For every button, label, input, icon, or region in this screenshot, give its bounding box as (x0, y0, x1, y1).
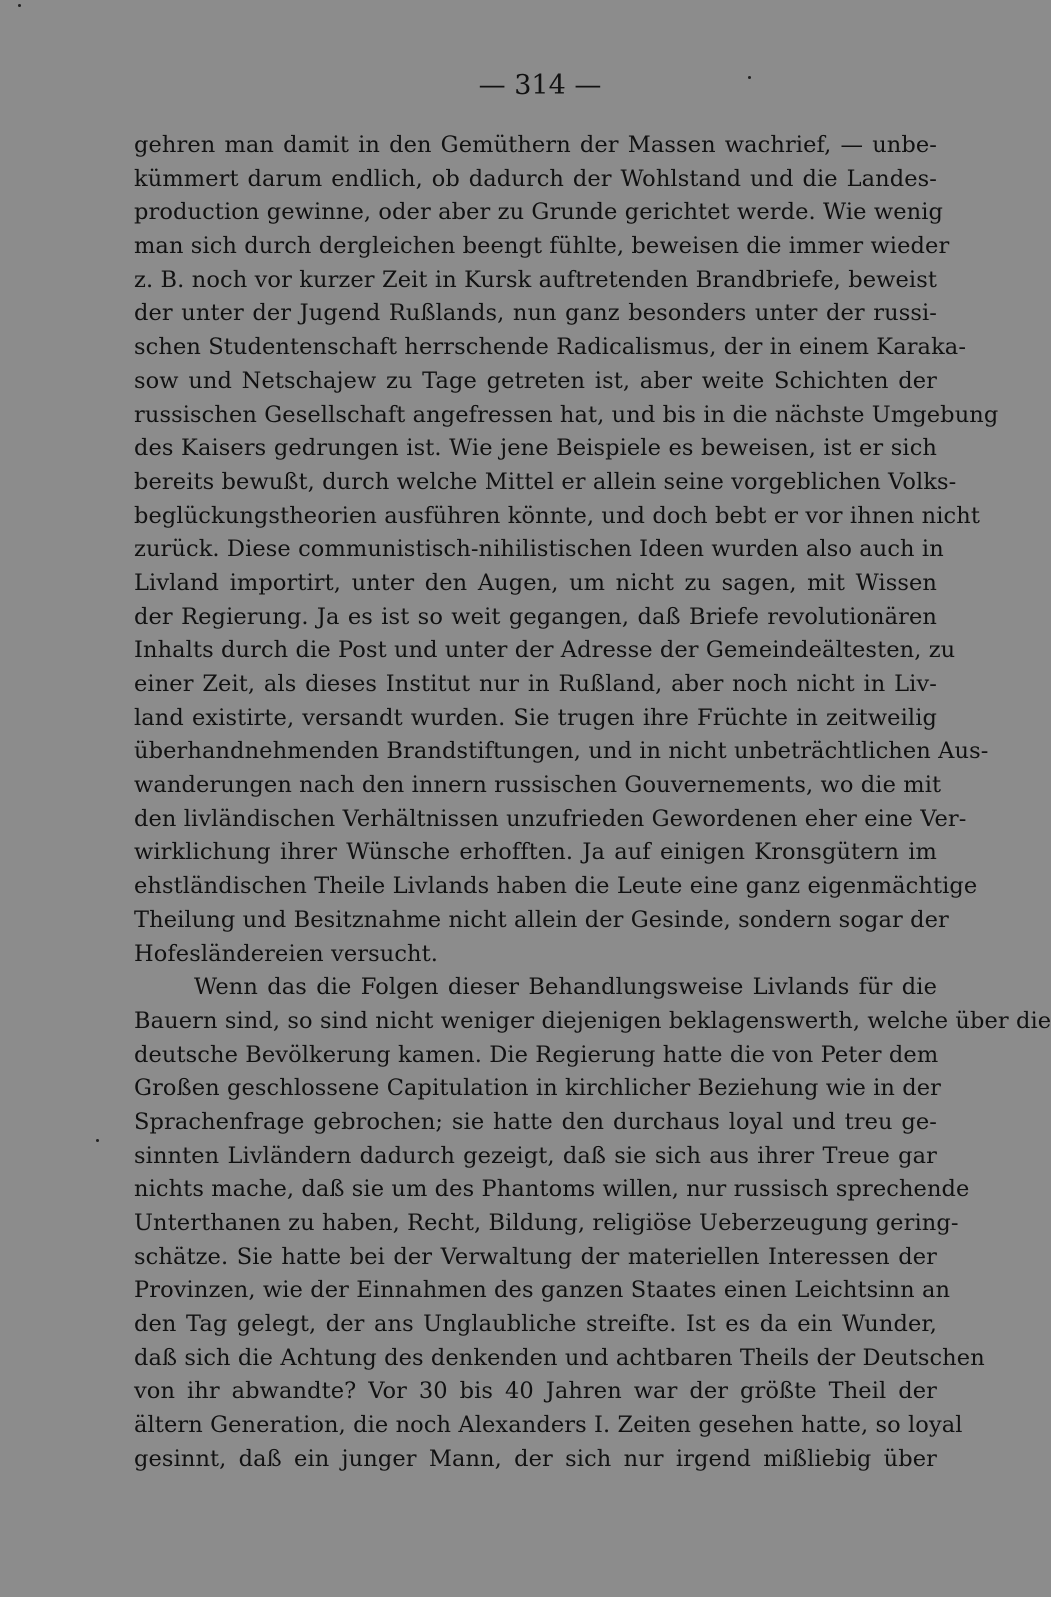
ink-speck (18, 4, 21, 7)
text-line: Wenn das die Folgen dieser Behandlungsweise Livlands für die (194, 974, 937, 1001)
text-line: überhandnehmenden Brandstiftungen, und in nicht unbeträchtlichen Aus- (134, 738, 989, 765)
text-line: ehstländischen Theile Livlands haben die Leute eine ganz eigenmächtige (134, 873, 978, 900)
ink-speck (748, 76, 751, 79)
text-line: einer Zeit, als dieses Institut nur in Rußland, aber noch nicht in Liv- (134, 671, 937, 697)
text-line: daß sich die Achtung des denkenden und achtbaren Theils der Deutschen (134, 1344, 985, 1371)
text-line: zurück. Diese communistisch-nihilistischen Ideen wurden also auch in (134, 536, 944, 563)
text-line: production gewinne, oder aber zu Grunde gerichtet werde. Wie wenig (134, 199, 944, 226)
text-line: Großen geschlossene Capitulation in kirchlicher Beziehung wie in der (134, 1075, 942, 1102)
text-line: bereits bewußt, durch welche Mittel er allein seine vorgeblichen Volks- (134, 468, 957, 495)
ink-speck (96, 1139, 99, 1142)
text-line: der unter der Jugend Rußlands, nun ganz besonders unter der russi- (134, 300, 937, 327)
text-line: den livländischen Verhältnissen unzufrieden Gewordenen eher eine Ver- (134, 805, 967, 832)
text-line: Theilung und Besitznahme nicht allein der Gesinde, sondern sogar der (134, 906, 949, 933)
text-line: Sprachenfrage gebrochen; sie hatte den durchaus loyal und treu ge- (134, 1108, 937, 1135)
text-line: Bauern sind, so sind nicht weniger diejenigen beklagenswerth, welche über die (134, 1007, 1051, 1034)
text-line: deutsche Bevölkerung kamen. Die Regierung hatte die von Peter dem (134, 1041, 939, 1068)
text-line: schätze. Sie hatte bei der Verwaltung der materiellen Interessen der (134, 1243, 937, 1270)
text-line: den Tag gelegt, der ans Unglaubliche streifte. Ist es da ein Wunder, (134, 1311, 937, 1338)
text-line: Unterthanen zu haben, Recht, Bildung, religiöse Ueberzeugung gering- (134, 1210, 959, 1236)
body-text (134, 129, 1051, 1477)
text-line: Hofesländereien versucht. (134, 940, 439, 967)
text-line: Provinzen, wie der Einnahmen des ganzen Staates einen Leichtsinn an (134, 1277, 951, 1304)
page-number: — 314 — (478, 70, 602, 101)
text-line: ältern Generation, die noch Alexanders I. Zeiten gesehen hatte, so loyal (134, 1412, 963, 1439)
text-line: schen Studentenschaft herrschende Radicalismus, der in einem Karaka- (134, 334, 967, 361)
text-line: Livland importirt, unter den Augen, um nicht zu sagen, mit Wissen (134, 569, 937, 596)
text-line: russischen Gesellschaft angefressen hat, und bis in die nächste Umgebung (134, 401, 999, 428)
text-line: gesinnt, daß ein junger Mann, der sich nur irgend mißliebig über (134, 1445, 937, 1472)
text-line: sow und Netschajew zu Tage getreten ist, aber weite Schichten der (134, 367, 937, 394)
text-line: man sich durch dergleichen beengt fühlte, beweisen die immer wieder (134, 233, 950, 260)
text-line: gehren man damit in den Gemüthern der Massen wachrief, — unbe- (134, 132, 937, 158)
text-line: kümmert darum endlich, ob dadurch der Wohlstand und die Landes- (134, 165, 937, 192)
text-line: wanderungen nach den innern russischen Gouvernements, wo die mit (134, 772, 942, 799)
text-line: nichts mache, daß sie um des Phantoms willen, nur russisch sprechende (134, 1176, 970, 1203)
text-line: von ihr abwandte? Vor 30 bis 40 Jahren war der größte Theil der (134, 1378, 937, 1405)
text-line: wirklichung ihrer Wünsche erhofften. Ja auf einigen Kronsgütern im (134, 839, 937, 866)
text-line: land existirte, versandt wurden. Sie trugen ihre Früchte in zeitweilig (134, 704, 937, 731)
text-line: des Kaisers gedrungen ist. Wie jene Beispiele es beweisen, ist er sich (134, 435, 937, 462)
text-line: z. B. noch vor kurzer Zeit in Kursk auftretenden Brandbriefe, beweist (134, 266, 937, 293)
text-line: der Regierung. Ja es ist so weit gegangen, daß Briefe revolutionären (134, 603, 937, 630)
text-line: Inhalts durch die Post und unter der Adresse der Gemeindeältesten, zu (134, 637, 956, 664)
text-line: beglückungstheorien ausführen könnte, und doch bebt er vor ihnen nicht (134, 502, 980, 529)
text-line: sinnten Livländern dadurch gezeigt, daß sie sich aus ihrer Treue gar (134, 1142, 937, 1169)
